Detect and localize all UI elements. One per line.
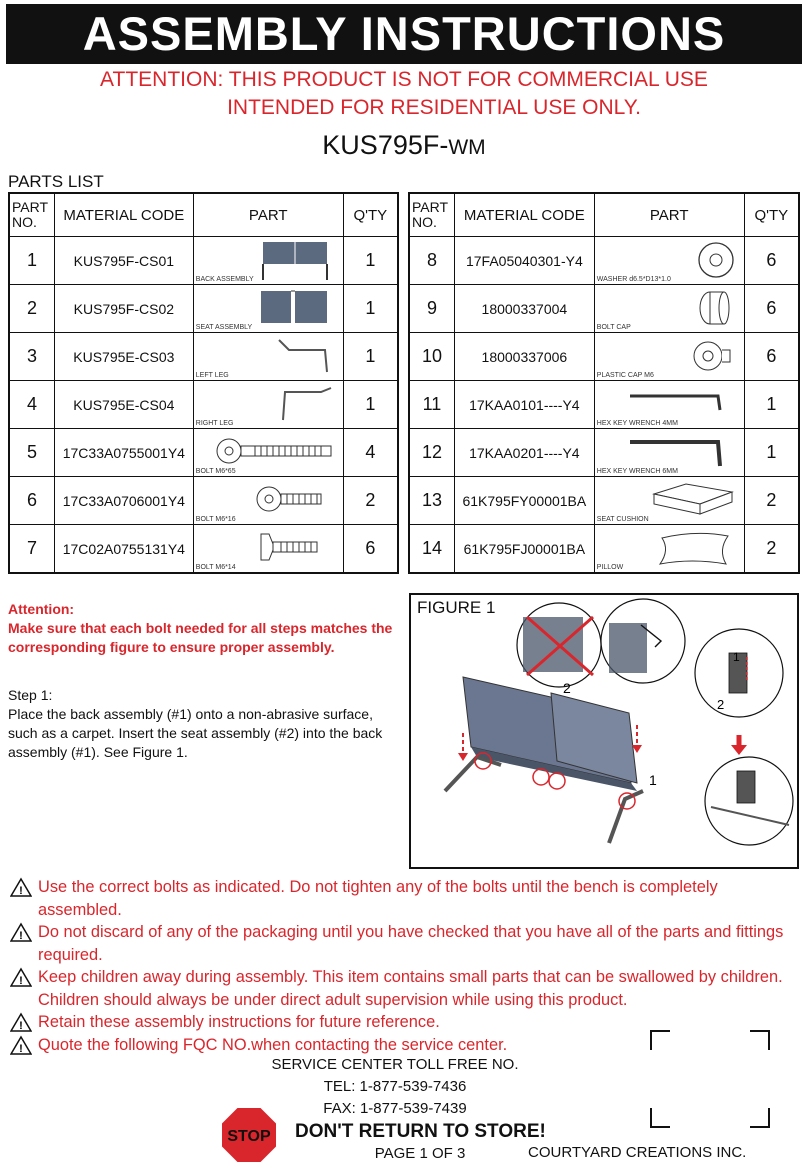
warning-item: ! Quote the following FQC NO.when contacting the service center. [10,1034,800,1057]
header-material-code: MATERIAL CODE [454,193,594,237]
material-code: 61K795FY00001BA [454,477,594,525]
header-qty: Q'TY [343,193,398,237]
material-code: 18000337006 [454,333,594,381]
material-code: 17C33A0706001Y4 [54,477,193,525]
fqc-corner [650,1030,670,1050]
part-number: 12 [409,429,454,477]
part-name: PILLOW [596,564,624,571]
attention-line-1: ATTENTION: THIS PRODUCT IS NOT FOR COMMERCIAL USE [100,68,708,91]
material-code: KUS795E-CS03 [54,333,193,381]
parts-table-left [8,192,399,574]
warning-list [10,876,800,1056]
part-cell [193,429,343,477]
material-code: KUS795F-CS02 [54,285,193,333]
part-cell [594,285,744,333]
part-name: SEAT ASSEMBLY [195,324,253,331]
header-material-code: MATERIAL CODE [54,193,193,237]
part-cell [594,237,744,285]
attention-note: Attention: Make sure that each bolt needed for all steps matches the corresponding figure to ensure proper assembly. [8,601,393,655]
parts-list-title: PARTS LIST [8,172,104,191]
material-code: KUS795E-CS04 [54,381,193,429]
part-cell [594,429,744,477]
stop-text: STOP [227,1128,271,1145]
part-cell [594,381,744,429]
quantity: 2 [744,477,799,525]
table-row [409,525,799,574]
warning-icon [10,922,32,942]
fqc-corner [750,1108,770,1128]
service-fax: FAX: 1-877-539-7439 [323,1100,467,1117]
table-row [9,525,398,574]
part-cell [193,525,343,574]
header-part: PART [193,193,343,237]
material-code: 18000337004 [454,285,594,333]
part-number: 5 [9,429,54,477]
part-cell [193,381,343,429]
stop-sign-icon [220,1106,278,1164]
warning-item: ! Keep children away during assembly. This item contains small parts that can be swallowed by children. Children should always be under direct adult supervision while using this product. [10,966,800,1011]
document-title: ASSEMBLY INSTRUCTIONS [6,4,802,64]
part-number: 10 [409,333,454,381]
figure-label: FIGURE 1 [417,598,496,617]
quantity: 6 [744,237,799,285]
model-number: KUS795F-WM [322,130,486,160]
part-number: 1 [9,237,54,285]
table-row [409,237,799,285]
table-row [409,477,799,525]
material-code: 17C33A0755001Y4 [54,429,193,477]
part-cell [594,525,744,574]
part-name: BOLT M6*16 [195,516,236,523]
step-1: Step 1: Place the back assembly (#1) onto a non-abrasive surface, such as a carpet. Insert the seat assembly (#2) into the back assembly (#1). See Figure 1. [8,687,383,760]
warning-icon [10,967,32,987]
inset-callout-2: 2 [717,697,725,712]
fqc-corner [750,1030,770,1050]
quantity: 2 [343,477,398,525]
part-cell [594,333,744,381]
header-part-no: PART NO. [9,193,54,237]
quantity: 1 [744,429,799,477]
part-number: 6 [9,477,54,525]
service-center-label: SERVICE CENTER TOLL FREE NO. [271,1056,519,1073]
warning-item: ! Do not discard of any of the packaging until you have checked that you have all of the parts and fittings required. [10,921,800,966]
figure-1 [409,593,799,869]
part-name: BOLT M6*14 [195,564,236,571]
part-name: BACK ASSEMBLY [195,276,254,283]
svg-text:!: ! [19,1042,23,1055]
part-cell [193,477,343,525]
part-cell [193,285,343,333]
part-number: 11 [409,381,454,429]
material-code: 17C02A0755131Y4 [54,525,193,574]
quantity: 4 [343,429,398,477]
material-code: 17KAA0201----Y4 [454,429,594,477]
part-cell [193,333,343,381]
brand-name: COURTYARD CREATIONS INC. [528,1144,747,1161]
warning-icon [10,1035,32,1055]
part-number: 14 [409,525,454,574]
part-cell [193,237,343,285]
quantity: 2 [744,525,799,574]
svg-text:!: ! [19,975,23,987]
svg-text:!: ! [19,930,23,942]
attention-line-2: INTENDED FOR RESIDENTIAL USE ONLY. [227,96,641,119]
table-row [409,285,799,333]
header-qty: Q'TY [744,193,799,237]
part-name: WASHER d6.5*D13*1.0 [596,276,671,283]
part-name: HEX KEY WRENCH 4MM [596,420,678,427]
quantity: 1 [343,333,398,381]
part-number: 13 [409,477,454,525]
header-part-no: PART NO. [409,193,454,237]
part-name: PLASTIC CAP M6 [596,372,654,379]
material-code: 17KAA0101----Y4 [454,381,594,429]
part-number: 8 [409,237,454,285]
part-number: 2 [9,285,54,333]
part-name: HEX KEY WRENCH 6MM [596,468,678,475]
table-row [9,237,398,285]
callout-2: 2 [563,680,571,696]
quantity: 6 [343,525,398,574]
figure-1-illustration [411,595,797,867]
table-row [9,429,398,477]
warning-icon [10,1012,32,1032]
quantity: 1 [343,237,398,285]
part-number: 7 [9,525,54,574]
inset-callout-1: 1 [733,650,740,664]
page-number: PAGE 1 OF 3 [374,1145,466,1162]
quantity: 6 [744,285,799,333]
svg-text:!: ! [19,885,23,897]
table-row [409,429,799,477]
part-name: LEFT LEG [195,372,229,379]
table-row [9,477,398,525]
part-name: BOLT CAP [596,324,631,331]
warning-icon [10,877,32,897]
parts-table-right [408,192,800,574]
material-code: 17FA05040301-Y4 [454,237,594,285]
svg-text:!: ! [19,1020,23,1032]
quantity: 6 [744,333,799,381]
service-tel: TEL: 1-877-539-7436 [323,1078,467,1095]
quantity: 1 [343,381,398,429]
warning-item: ! Retain these assembly instructions for future reference. [10,1011,800,1034]
table-row [9,381,398,429]
table-row [409,381,799,429]
callout-1: 1 [649,772,657,788]
quantity: 1 [744,381,799,429]
warning-item: ! Use the correct bolts as indicated. Do not tighten any of the bolts until the bench is completely assembled. [10,876,800,921]
dont-return-notice: DON'T RETURN TO STORE! [295,1121,546,1142]
quantity: 1 [343,285,398,333]
part-cell [594,477,744,525]
fqc-corner [650,1108,670,1128]
table-row [409,333,799,381]
part-number: 3 [9,333,54,381]
material-code: 61K795FJ00001BA [454,525,594,574]
part-name: RIGHT LEG [195,420,234,427]
material-code: KUS795F-CS01 [54,237,193,285]
table-row [9,285,398,333]
part-name: BOLT M6*65 [195,468,236,475]
part-number: 9 [409,285,454,333]
part-number: 4 [9,381,54,429]
header-part: PART [594,193,744,237]
part-name: SEAT CUSHION [596,516,649,523]
table-row [9,333,398,381]
